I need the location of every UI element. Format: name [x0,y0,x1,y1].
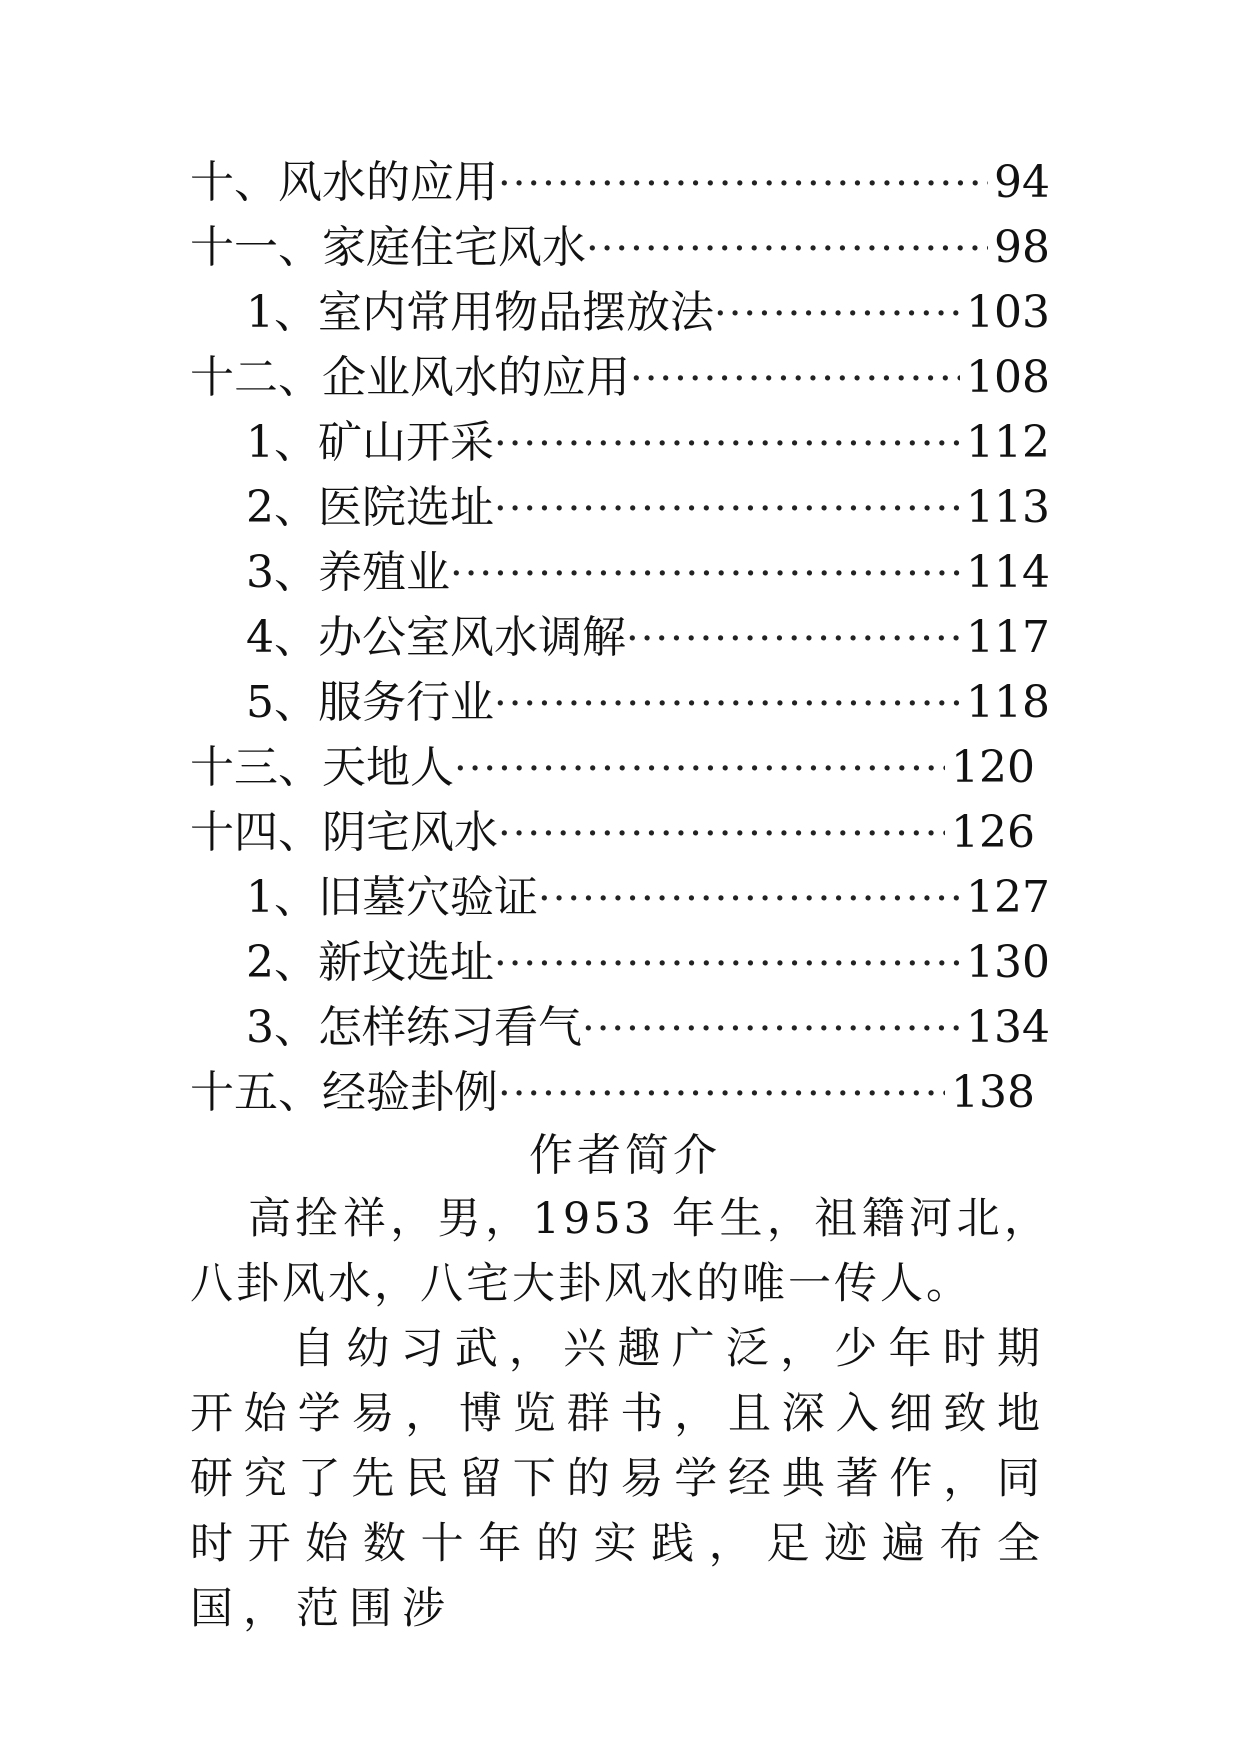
toc-leader-dots [454,737,945,802]
toc-entry-page: 118 [966,677,1050,728]
toc-entry [190,150,1050,215]
toc-leader-dots [494,412,960,477]
toc-entry-title: 1、矿山开采 [246,417,494,468]
bio-paragraph: 高拴祥，男，1953 年生，祖籍河北，八卦风水，八宅大卦风水的唯一传人。 [190,1194,1050,1309]
toc-entry [190,215,1050,280]
toc-leader-dots [494,932,960,997]
toc-subentry [190,410,1050,475]
toc-leader-dots [450,542,960,607]
toc-leader-dots [626,607,960,672]
toc-entry-title: 1、旧墓穴验证 [246,872,538,923]
toc-subentry [190,605,1050,670]
toc-subentry [190,670,1050,735]
toc-leader-dots [494,477,960,542]
toc-entry-title: 十四、阴宅风水 [190,807,498,858]
toc-leader-dots [586,217,988,282]
toc-entry [190,735,1035,800]
table-of-contents [190,150,1050,1125]
toc-entry-title: 1、室内常用物品摆放法 [246,287,714,338]
toc-subentry [190,280,1050,345]
toc-leader-dots [498,1062,945,1127]
toc-entry-title: 2、新坟选址 [246,937,494,988]
toc-entry-page: 138 [951,1067,1035,1118]
toc-subentry [190,475,1050,540]
toc-entry-page: 108 [966,352,1050,403]
toc-entry-page: 130 [966,937,1050,988]
toc-entry-page: 103 [966,287,1050,338]
toc-entry-title: 十、风水的应用 [190,157,498,208]
toc-entry-page: 134 [966,1002,1050,1053]
toc-leader-dots [538,867,960,932]
document-page [190,150,1050,1642]
toc-entry-title: 十五、经验卦例 [190,1067,498,1118]
toc-subentry [190,865,1050,930]
toc-entry [190,800,1035,865]
toc-entry-page: 120 [951,742,1035,793]
toc-entry-page: 94 [994,157,1050,208]
toc-leader-dots [630,347,960,412]
toc-entry-page: 114 [966,547,1050,598]
toc-entry-title: 5、服务行业 [246,677,494,728]
bio-paragraph: 自幼习武，兴趣广泛，少年时期开始学易，博览群书，且深入细致地研究了先民留下的易学经典著作，同时开始数十年的实践，足迹遍布全国，范围涉 [190,1324,1050,1634]
toc-entry-title: 2、医院选址 [246,482,494,533]
toc-entry [190,1060,1035,1125]
toc-entry-page: 127 [966,872,1050,923]
toc-leader-dots [582,997,960,1062]
toc-leader-dots [714,282,960,347]
toc-entry-title: 3、怎样练习看气 [246,1002,582,1053]
toc-subentry [190,930,1050,995]
toc-leader-dots [498,802,945,867]
toc-subentry [190,540,1050,605]
toc-entry-page: 98 [994,222,1050,273]
toc-leader-dots [498,152,988,217]
toc-leader-dots [494,672,960,737]
toc-entry-title: 4、办公室风水调解 [246,612,626,663]
toc-entry [190,345,1050,410]
author-bio [190,1187,1050,1642]
author-heading: 作者简介 [529,1130,721,1181]
toc-entry-page: 117 [966,612,1050,663]
toc-entry-page: 112 [966,417,1050,468]
toc-entry-title: 3、养殖业 [246,547,450,598]
toc-entry-title: 十二、企业风水的应用 [190,352,630,403]
toc-subentry [190,995,1050,1060]
toc-entry-title: 十三、天地人 [190,742,454,793]
toc-entry-page: 126 [951,807,1035,858]
toc-entry-page: 113 [966,482,1050,533]
toc-entry-title: 十一、家庭住宅风水 [190,222,586,273]
